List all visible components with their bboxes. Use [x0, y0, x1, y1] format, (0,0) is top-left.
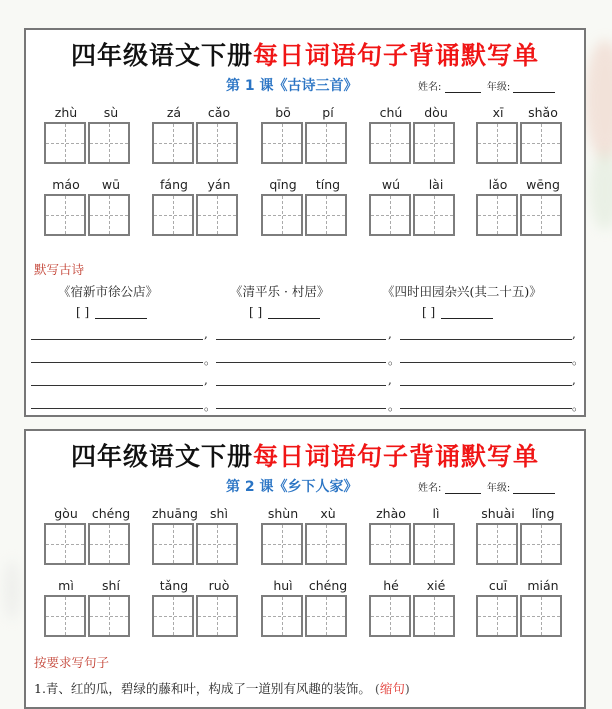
character-box[interactable] — [196, 595, 238, 637]
pinyin-label: tíng — [315, 177, 341, 192]
punctuation: 。 — [388, 353, 401, 367]
lesson-title: 第 2 课《乡下人家》 — [226, 479, 358, 495]
character-box[interactable] — [261, 595, 303, 637]
pinyin-label: máo — [52, 177, 80, 192]
character-box[interactable] — [476, 523, 518, 565]
character-box[interactable] — [476, 194, 518, 236]
pinyin-label: chéng — [91, 506, 131, 521]
dynasty-bracket: [ ] — [422, 305, 436, 319]
pinyin-label: yán — [207, 177, 231, 192]
pinyin-label: pí — [322, 105, 334, 120]
punctuation: , — [572, 327, 576, 341]
worksheet-title — [26, 36, 584, 72]
name-grade-fields — [418, 479, 555, 494]
character-box[interactable] — [152, 194, 194, 236]
section-label-dictation: 默写古诗 — [34, 262, 85, 277]
poem-title: 《清平乐 · 村居》 — [230, 284, 330, 299]
sentence-text: 1.青、红的瓜，碧绿的藤和叶，构成了一道别有风趣的装饰。 — [34, 681, 371, 696]
dynasty-bracket: [ ] — [76, 305, 90, 319]
character-box[interactable] — [369, 122, 411, 164]
title-red-part: 每日词语句子背诵默写单 — [253, 442, 540, 471]
character-box[interactable] — [261, 523, 303, 565]
character-box[interactable] — [44, 194, 86, 236]
name-field[interactable] — [445, 483, 481, 494]
pinyin-label: lì — [432, 506, 440, 521]
character-box[interactable] — [413, 194, 455, 236]
punctuation: , — [388, 373, 392, 387]
punctuation: , — [572, 373, 576, 387]
background-flower-decoration — [585, 40, 612, 160]
character-box[interactable] — [369, 194, 411, 236]
character-box[interactable] — [413, 523, 455, 565]
background-leaf-decoration — [4, 560, 20, 620]
title-red-part: 每日词语句子背诵默写单 — [253, 41, 540, 70]
pinyin-label: cǎo — [207, 105, 231, 120]
author-field[interactable] — [76, 305, 147, 319]
pinyin-label: shuài — [481, 506, 515, 521]
worksheet-lesson-2 — [24, 429, 586, 709]
poem-title: 《宿新市徐公店》 — [58, 284, 159, 299]
worksheet-lesson-1 — [24, 28, 586, 417]
punctuation: , — [204, 327, 208, 341]
punctuation: , — [204, 373, 208, 387]
grade-label: 年级: — [486, 82, 511, 93]
character-box[interactable] — [44, 122, 86, 164]
pinyin-label: xù — [320, 506, 336, 521]
paren-close: ) — [404, 681, 410, 696]
title-black-part: 四年级语文下册 — [70, 442, 253, 471]
pinyin-label: cuī — [488, 578, 508, 593]
writing-line[interactable] — [31, 339, 203, 340]
pinyin-label: huì — [273, 578, 293, 593]
paren-open: ( — [374, 681, 380, 696]
character-box[interactable] — [88, 122, 130, 164]
punctuation: , — [388, 327, 392, 341]
pinyin-label: lài — [428, 177, 444, 192]
sentence-task-tag: 缩句 — [379, 681, 405, 696]
pinyin-label: xié — [426, 578, 446, 593]
pinyin-label: shǎo — [528, 105, 558, 120]
character-box[interactable] — [520, 595, 562, 637]
character-box[interactable] — [196, 194, 238, 236]
section-label-sentences: 按要求写句子 — [34, 655, 110, 670]
pinyin-label: zhào — [376, 506, 406, 521]
worksheet-title — [26, 437, 584, 473]
character-box[interactable] — [476, 122, 518, 164]
pinyin-label: hé — [383, 578, 399, 593]
pinyin-label: fáng — [160, 177, 188, 192]
character-box[interactable] — [305, 595, 347, 637]
character-box[interactable] — [305, 523, 347, 565]
pinyin-label: lǐng — [531, 506, 555, 521]
character-box[interactable] — [88, 523, 130, 565]
character-box[interactable] — [196, 122, 238, 164]
writing-line[interactable] — [216, 408, 386, 409]
punctuation: 。 — [388, 399, 401, 413]
writing-line[interactable] — [216, 362, 386, 363]
writing-line[interactable] — [400, 339, 572, 340]
grade-field[interactable] — [513, 483, 555, 494]
character-box[interactable] — [413, 595, 455, 637]
character-box[interactable] — [261, 122, 303, 164]
character-box[interactable] — [44, 595, 86, 637]
character-box[interactable] — [152, 122, 194, 164]
character-box[interactable] — [520, 122, 562, 164]
pinyin-label: chéng — [308, 578, 348, 593]
punctuation: 。 — [204, 353, 217, 367]
author-field[interactable] — [249, 305, 320, 319]
writing-line[interactable] — [31, 385, 203, 386]
character-box[interactable] — [44, 523, 86, 565]
pinyin-label: sù — [103, 105, 119, 120]
character-box[interactable] — [88, 194, 130, 236]
name-field[interactable] — [445, 82, 481, 93]
writing-line[interactable] — [31, 362, 203, 363]
sentence-exercise — [34, 679, 410, 697]
character-box[interactable] — [305, 194, 347, 236]
pinyin-label: shì — [210, 506, 228, 521]
dynasty-bracket: [ ] — [249, 305, 263, 319]
pinyin-label: wēng — [526, 177, 560, 192]
grade-label: 年级: — [486, 483, 511, 494]
name-label: 姓名: — [418, 483, 442, 494]
character-box[interactable] — [413, 122, 455, 164]
character-box[interactable] — [520, 194, 562, 236]
writing-line[interactable] — [216, 385, 386, 386]
character-box[interactable] — [152, 523, 194, 565]
punctuation: 。 — [572, 399, 585, 413]
punctuation: 。 — [204, 399, 217, 413]
pinyin-label: zhuāng — [152, 506, 198, 521]
pinyin-label: zhù — [54, 105, 78, 120]
writing-line[interactable] — [31, 408, 203, 409]
background-leaf-decoration — [590, 150, 612, 230]
character-box[interactable] — [520, 523, 562, 565]
pinyin-label: qīng — [269, 177, 297, 192]
lesson-title: 第 1 课《古诗三首》 — [226, 78, 358, 94]
writing-line[interactable] — [400, 385, 572, 386]
name-grade-fields — [418, 78, 555, 93]
grade-field[interactable] — [513, 82, 555, 93]
pinyin-label: xī — [492, 105, 504, 120]
pinyin-label: zá — [166, 105, 182, 120]
pinyin-label: lǎo — [488, 177, 508, 192]
pinyin-label: gòu — [54, 506, 78, 521]
pinyin-label: wú — [381, 177, 401, 192]
punctuation: 。 — [572, 353, 585, 367]
character-box[interactable] — [88, 595, 130, 637]
writing-line[interactable] — [216, 339, 386, 340]
pinyin-label: mì — [58, 578, 74, 593]
character-box[interactable] — [369, 595, 411, 637]
pinyin-label: chú — [379, 105, 403, 120]
author-field[interactable] — [422, 305, 493, 319]
pinyin-label: mián — [527, 578, 559, 593]
pinyin-label: bō — [275, 105, 291, 120]
pinyin-label: shí — [102, 578, 120, 593]
name-label: 姓名: — [418, 82, 442, 93]
character-box[interactable] — [196, 523, 238, 565]
pinyin-label: ruò — [208, 578, 230, 593]
character-box[interactable] — [152, 595, 194, 637]
pinyin-label: shùn — [267, 506, 299, 521]
pinyin-label: tǎng — [159, 578, 189, 593]
title-black-part: 四年级语文下册 — [70, 41, 253, 70]
pinyin-label: wū — [101, 177, 121, 192]
character-box[interactable] — [476, 595, 518, 637]
character-box[interactable] — [261, 194, 303, 236]
pinyin-label: dòu — [424, 105, 448, 120]
poem-title: 《四时田园杂兴(其二十五)》 — [382, 284, 542, 299]
character-box[interactable] — [369, 523, 411, 565]
writing-line[interactable] — [400, 408, 572, 409]
writing-line[interactable] — [400, 362, 572, 363]
character-box[interactable] — [305, 122, 347, 164]
